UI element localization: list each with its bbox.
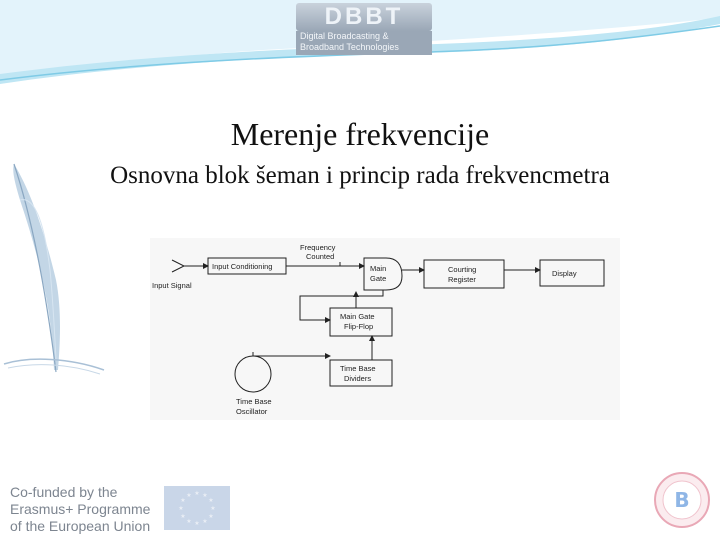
label-frequency-counted-2: Counted xyxy=(306,252,335,261)
svg-text:★: ★ xyxy=(186,518,192,525)
dbbt-logo-subtitle xyxy=(296,31,432,55)
label-counting-register-1: Courting xyxy=(448,265,477,274)
svg-text:★: ★ xyxy=(210,505,216,512)
input-signal-line xyxy=(172,260,184,272)
label-time-base-dividers-2: Dividers xyxy=(344,374,372,383)
feather-quill-icon xyxy=(0,160,110,380)
dbbt-logo-line2: Broadband Technologies xyxy=(300,42,399,52)
label-frequency-counted-1: Frequency xyxy=(300,243,336,252)
label-input-signal: Input Signal xyxy=(152,281,192,290)
dbbt-logo-line1: Digital Broadcasting & xyxy=(300,31,389,41)
label-main-gate-1: Main xyxy=(370,264,387,273)
label-flip-flop-2: Flip-Flop xyxy=(344,322,374,331)
svg-text:★: ★ xyxy=(186,492,192,499)
svg-text:★: ★ xyxy=(194,490,200,497)
label-main-gate-2: Gate xyxy=(370,274,387,283)
dbbt-logo xyxy=(296,3,432,55)
svg-text:★: ★ xyxy=(178,505,184,512)
eu-line-1: Co-funded by the xyxy=(10,484,118,500)
slide-subtitle: Osnovna blok šeman i princip rada frekvencmetra xyxy=(110,162,610,189)
label-display: Display xyxy=(552,269,577,278)
block-diagram-svg xyxy=(150,238,620,420)
svg-text:★: ★ xyxy=(194,520,200,527)
label-flip-flop-1: Main Gate xyxy=(340,312,375,321)
eu-line-3: of the European Union xyxy=(10,518,151,534)
eu-cofunded-text xyxy=(10,484,150,535)
label-oscillator-1: Time Base xyxy=(236,397,272,406)
dbbt-logo-letters: DBBT xyxy=(296,3,432,31)
label-counting-register-2: Register xyxy=(448,275,476,284)
slide-title: Merenje frekvencije xyxy=(230,116,490,152)
frequency-counter-block-diagram xyxy=(150,238,620,420)
svg-text:★: ★ xyxy=(202,518,208,525)
label-input-conditioning: Input Conditioning xyxy=(212,262,273,271)
svg-text:B: B xyxy=(674,488,690,512)
label-oscillator-2: Oscillator xyxy=(236,407,268,416)
label-time-base-dividers-1: Time Base xyxy=(340,364,376,373)
time-base-oscillator-block xyxy=(235,356,271,392)
svg-text:★: ★ xyxy=(208,513,214,520)
svg-text:★: ★ xyxy=(208,497,214,504)
svg-text:★: ★ xyxy=(202,492,208,499)
svg-text:★: ★ xyxy=(180,513,186,520)
eu-flag-icon xyxy=(164,486,230,530)
university-seal-icon xyxy=(652,470,712,530)
svg-text:★: ★ xyxy=(180,497,186,504)
eu-line-2: Erasmus+ Programme xyxy=(10,501,151,517)
